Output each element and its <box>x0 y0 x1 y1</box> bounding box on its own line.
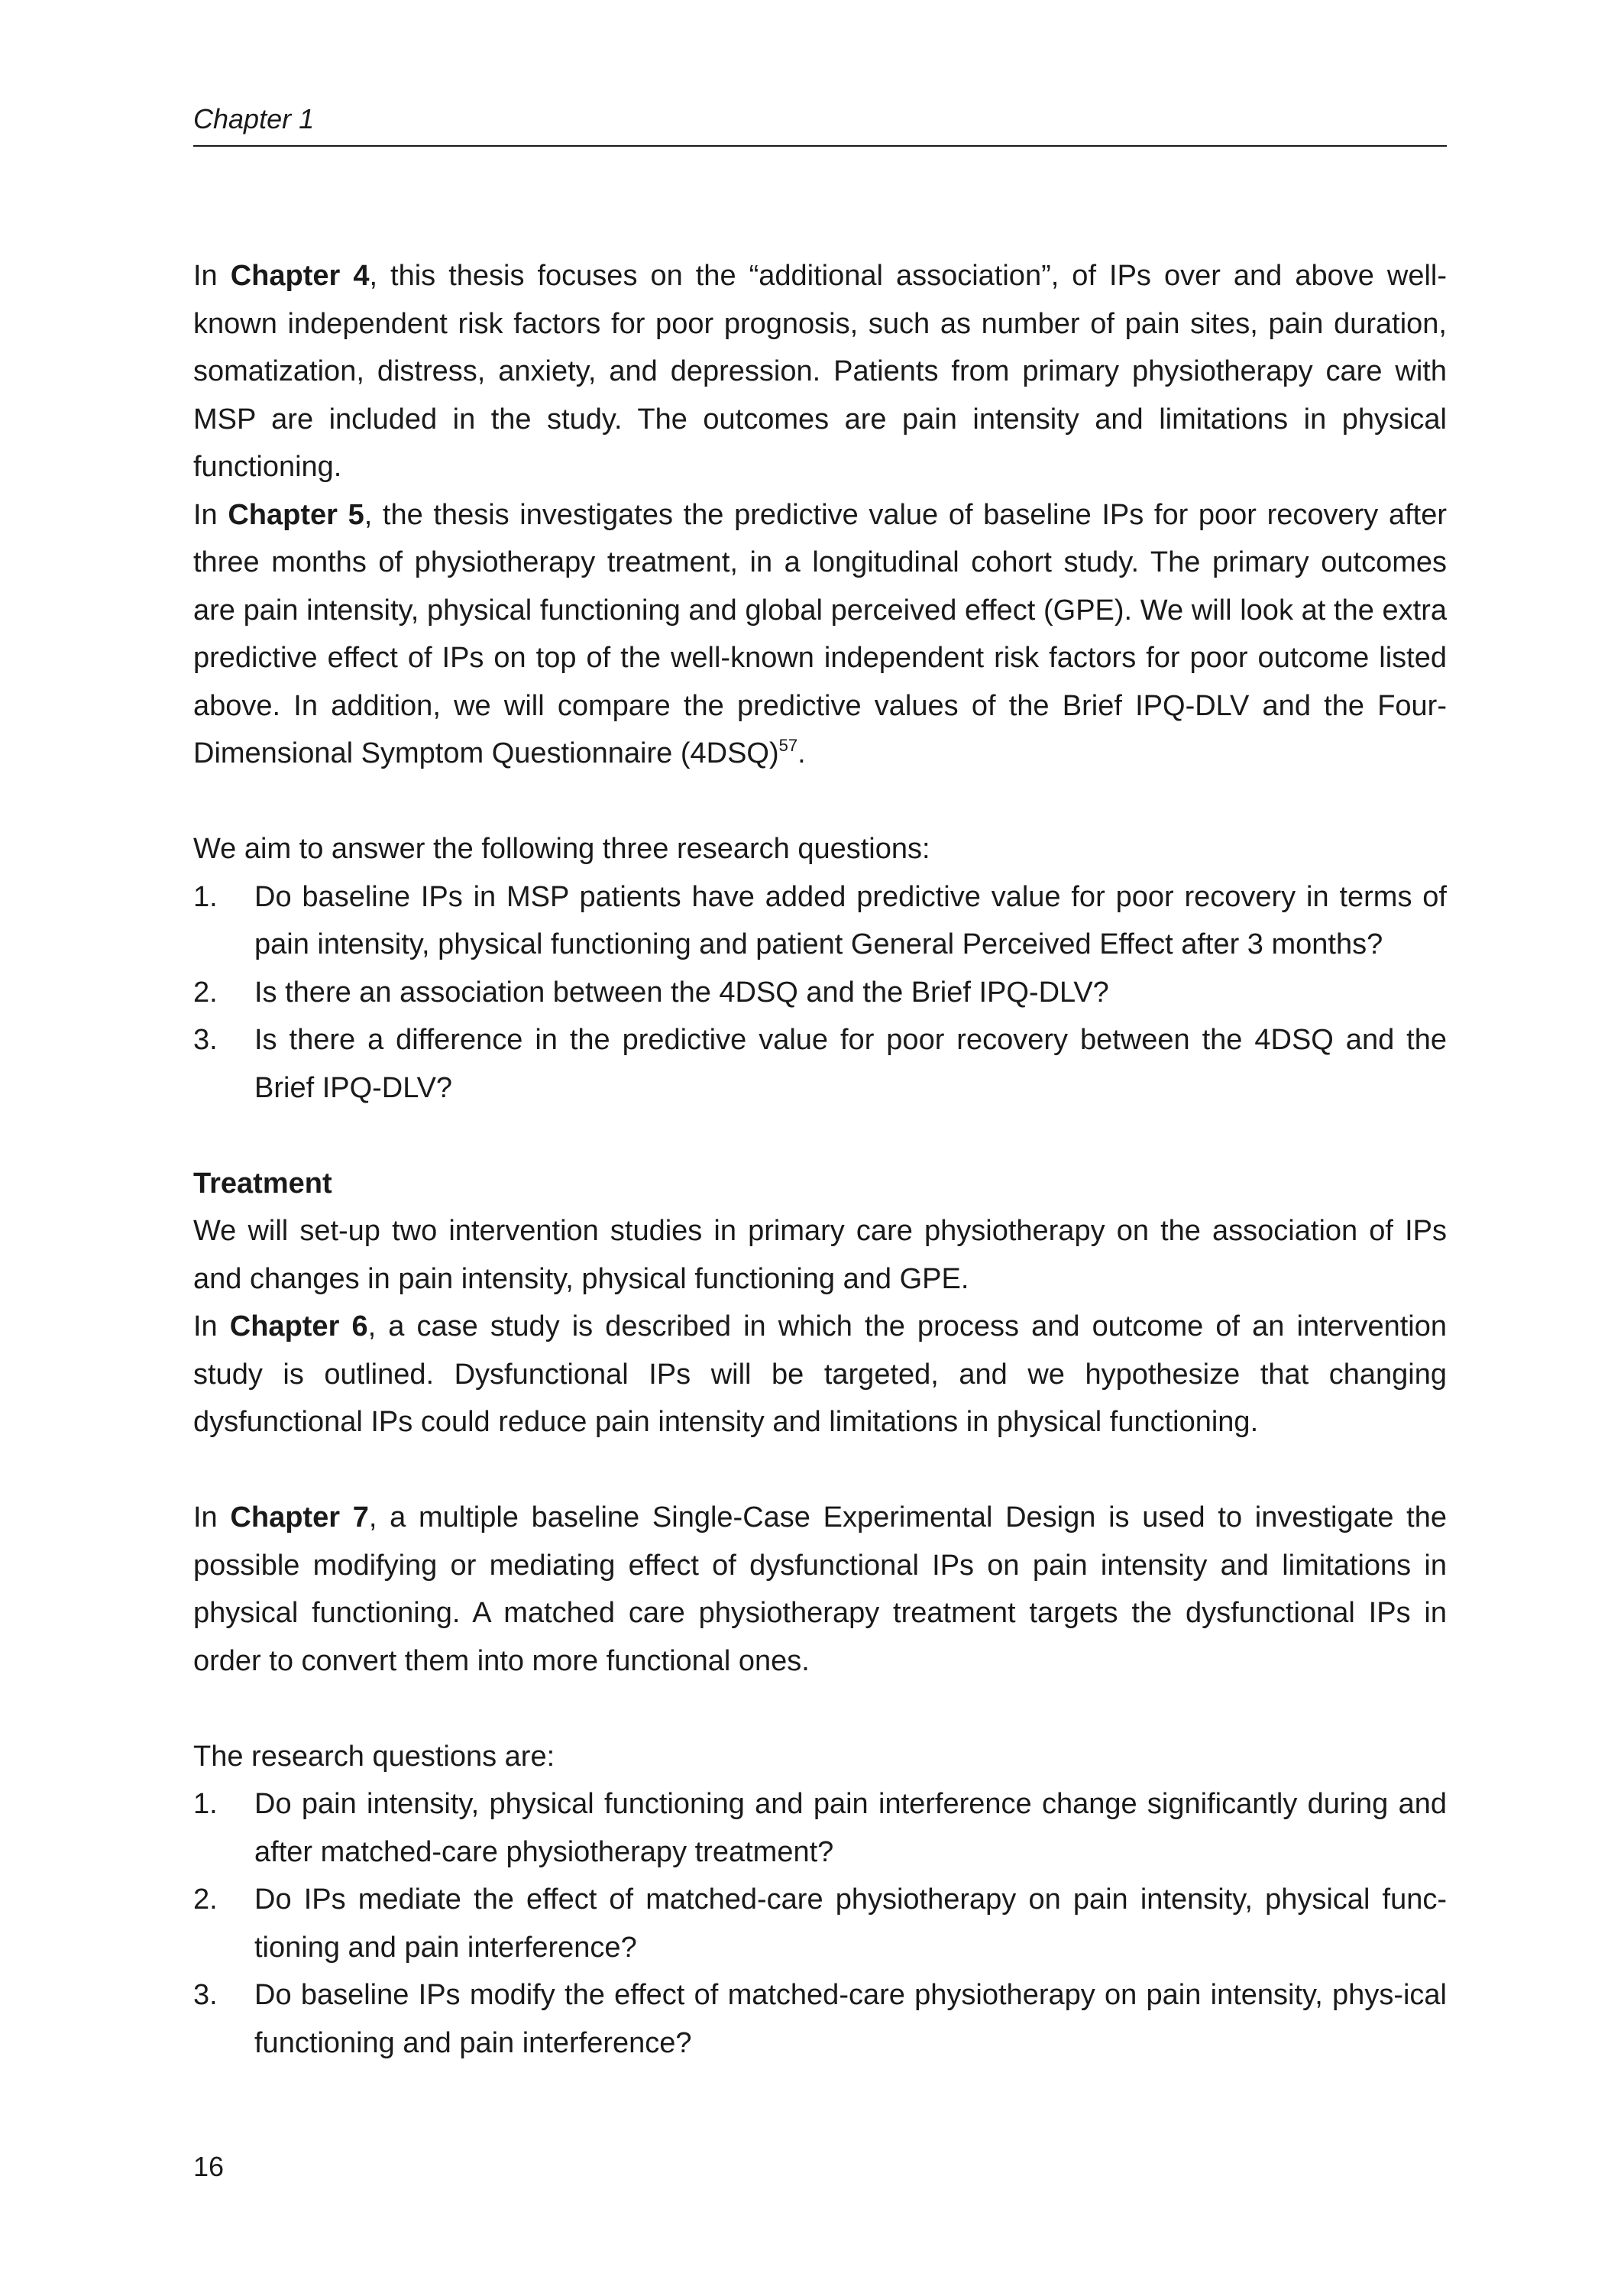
paragraph-gap <box>193 1446 1447 1495</box>
list-number: 2. <box>193 976 218 1009</box>
list-item-text: Do baseline IPs in MSP patients have added predictive value for poor recovery in terms of pain intensity, physical functioning and patient General Perceived Effect after 3 months? <box>254 880 1447 960</box>
list-number: 1. <box>193 880 218 913</box>
questions-intro: The research questions are: <box>193 1740 555 1773</box>
paragraph-gap <box>193 1112 1447 1160</box>
list-number: 1. <box>193 1788 218 1820</box>
list-item-text: Do baseline IPs modify the effect of matched-care physiotherapy on pain intensity, phys-ical functioning and pain interference? <box>254 1979 1447 2059</box>
list-item <box>193 1016 1447 1112</box>
running-title: Chapter 1 <box>193 103 315 134</box>
chapter-reference: Chapter 4 <box>230 260 370 292</box>
section-heading-treatment: Treatment <box>193 1167 332 1200</box>
list-item <box>193 969 1447 1017</box>
list-number: 3. <box>193 1024 218 1056</box>
paragraph-text: , a multiple baseline Single-Case Experimental Design is used to investigate the possible modifying or mediating effect of dysfunctional IPs on pain intensity and limitations in physical functioning. A matched care physiotherapy treatment targets the dysfunctional IPs in order to convert them into more functional ones. <box>193 1501 1448 1677</box>
list-number: 2. <box>193 1883 218 1916</box>
research-questions-list-1 <box>193 873 1447 1112</box>
chapter-reference: Chapter 7 <box>230 1501 369 1534</box>
questions-intro: We aim to answer the following three research questions: <box>193 833 930 865</box>
list-item-text: Is there a difference in the predictive value for poor recovery between the 4DSQ and the Brief IPQ-DLV? <box>254 1024 1447 1104</box>
paragraph-chapter-7 <box>193 1494 1447 1685</box>
paragraph-gap <box>193 1685 1447 1733</box>
list-item <box>193 1780 1447 1876</box>
list-item <box>193 873 1447 969</box>
list-item-text: Do pain intensity, physical functioning and pain interference change significantly during and after matched-care physiotherapy treatment? <box>254 1788 1447 1868</box>
chapter-reference: Chapter 5 <box>228 498 364 531</box>
paragraph-lead: In <box>193 498 228 531</box>
research-questions-list-2 <box>193 1780 1447 2067</box>
list-item-text: Is there an association between the 4DSQ and the Brief IPQ-DLV? <box>254 976 1109 1009</box>
list-item <box>193 1971 1447 2067</box>
citation-superscript: 57 <box>778 736 798 755</box>
paragraph-lead: In <box>193 1310 230 1342</box>
list-item <box>193 1876 1447 1971</box>
page-number: 16 <box>193 2151 225 2182</box>
paragraph-text: , a case study is described in which the process and outcome of an intervention study is outlined. Dysfunctional IPs will be targeted, and we hypothesize that changing dysfunctional IPs could reduce pain intensity and limitations in physical functioning. <box>193 1310 1447 1438</box>
paragraph-text: , this thesis focuses on the “additional association”, of IPs over and above well-known independent risk factors for poor prognosis, such as number of pain sites, pain duration, somatization, distress, anxiety, and depression. Patients from primary physiotherapy care with MSP are included in the study. The outcomes are pain intensity and limitations in physical functioning. <box>193 260 1447 483</box>
paragraph-gap <box>193 778 1447 826</box>
paragraph-chapter-6 <box>193 1303 1447 1446</box>
paragraph-text: , the thesis investigates the predictive value of baseline IPs for poor recovery after three months of physiotherapy treatment, in a longitudinal cohort study. The primary outcomes are pain intensity, physical functioning and global perceived effect (GPE). We will look at the extra predictive effect of IPs on top of the well-known independent risk factors for poor outcome listed above. In addition, we will compare the predictive values of the Brief IPQ-DLV and the Four-Dimensional Symptom Questionnaire (4DSQ) <box>193 498 1447 769</box>
paragraph-end: . <box>797 737 806 769</box>
treatment-intro: We will set-up two intervention studies in primary care physiotherapy on the association of IPs and changes in pain intensity, physical functioning and GPE. <box>193 1215 1447 1295</box>
paragraph-chapter-4 <box>193 252 1447 491</box>
paragraph-lead: In <box>193 260 231 292</box>
paragraph-chapter-5 <box>193 491 1447 778</box>
chapter-reference: Chapter 6 <box>229 1310 368 1342</box>
list-item-text: Do IPs mediate the effect of matched-care physiotherapy on pain intensity, physical func-tioning and pain interference? <box>254 1883 1447 1964</box>
page-body <box>193 252 1447 2067</box>
paragraph-lead: In <box>193 1501 231 1534</box>
list-number: 3. <box>193 1979 218 2011</box>
page-header <box>193 98 1447 147</box>
